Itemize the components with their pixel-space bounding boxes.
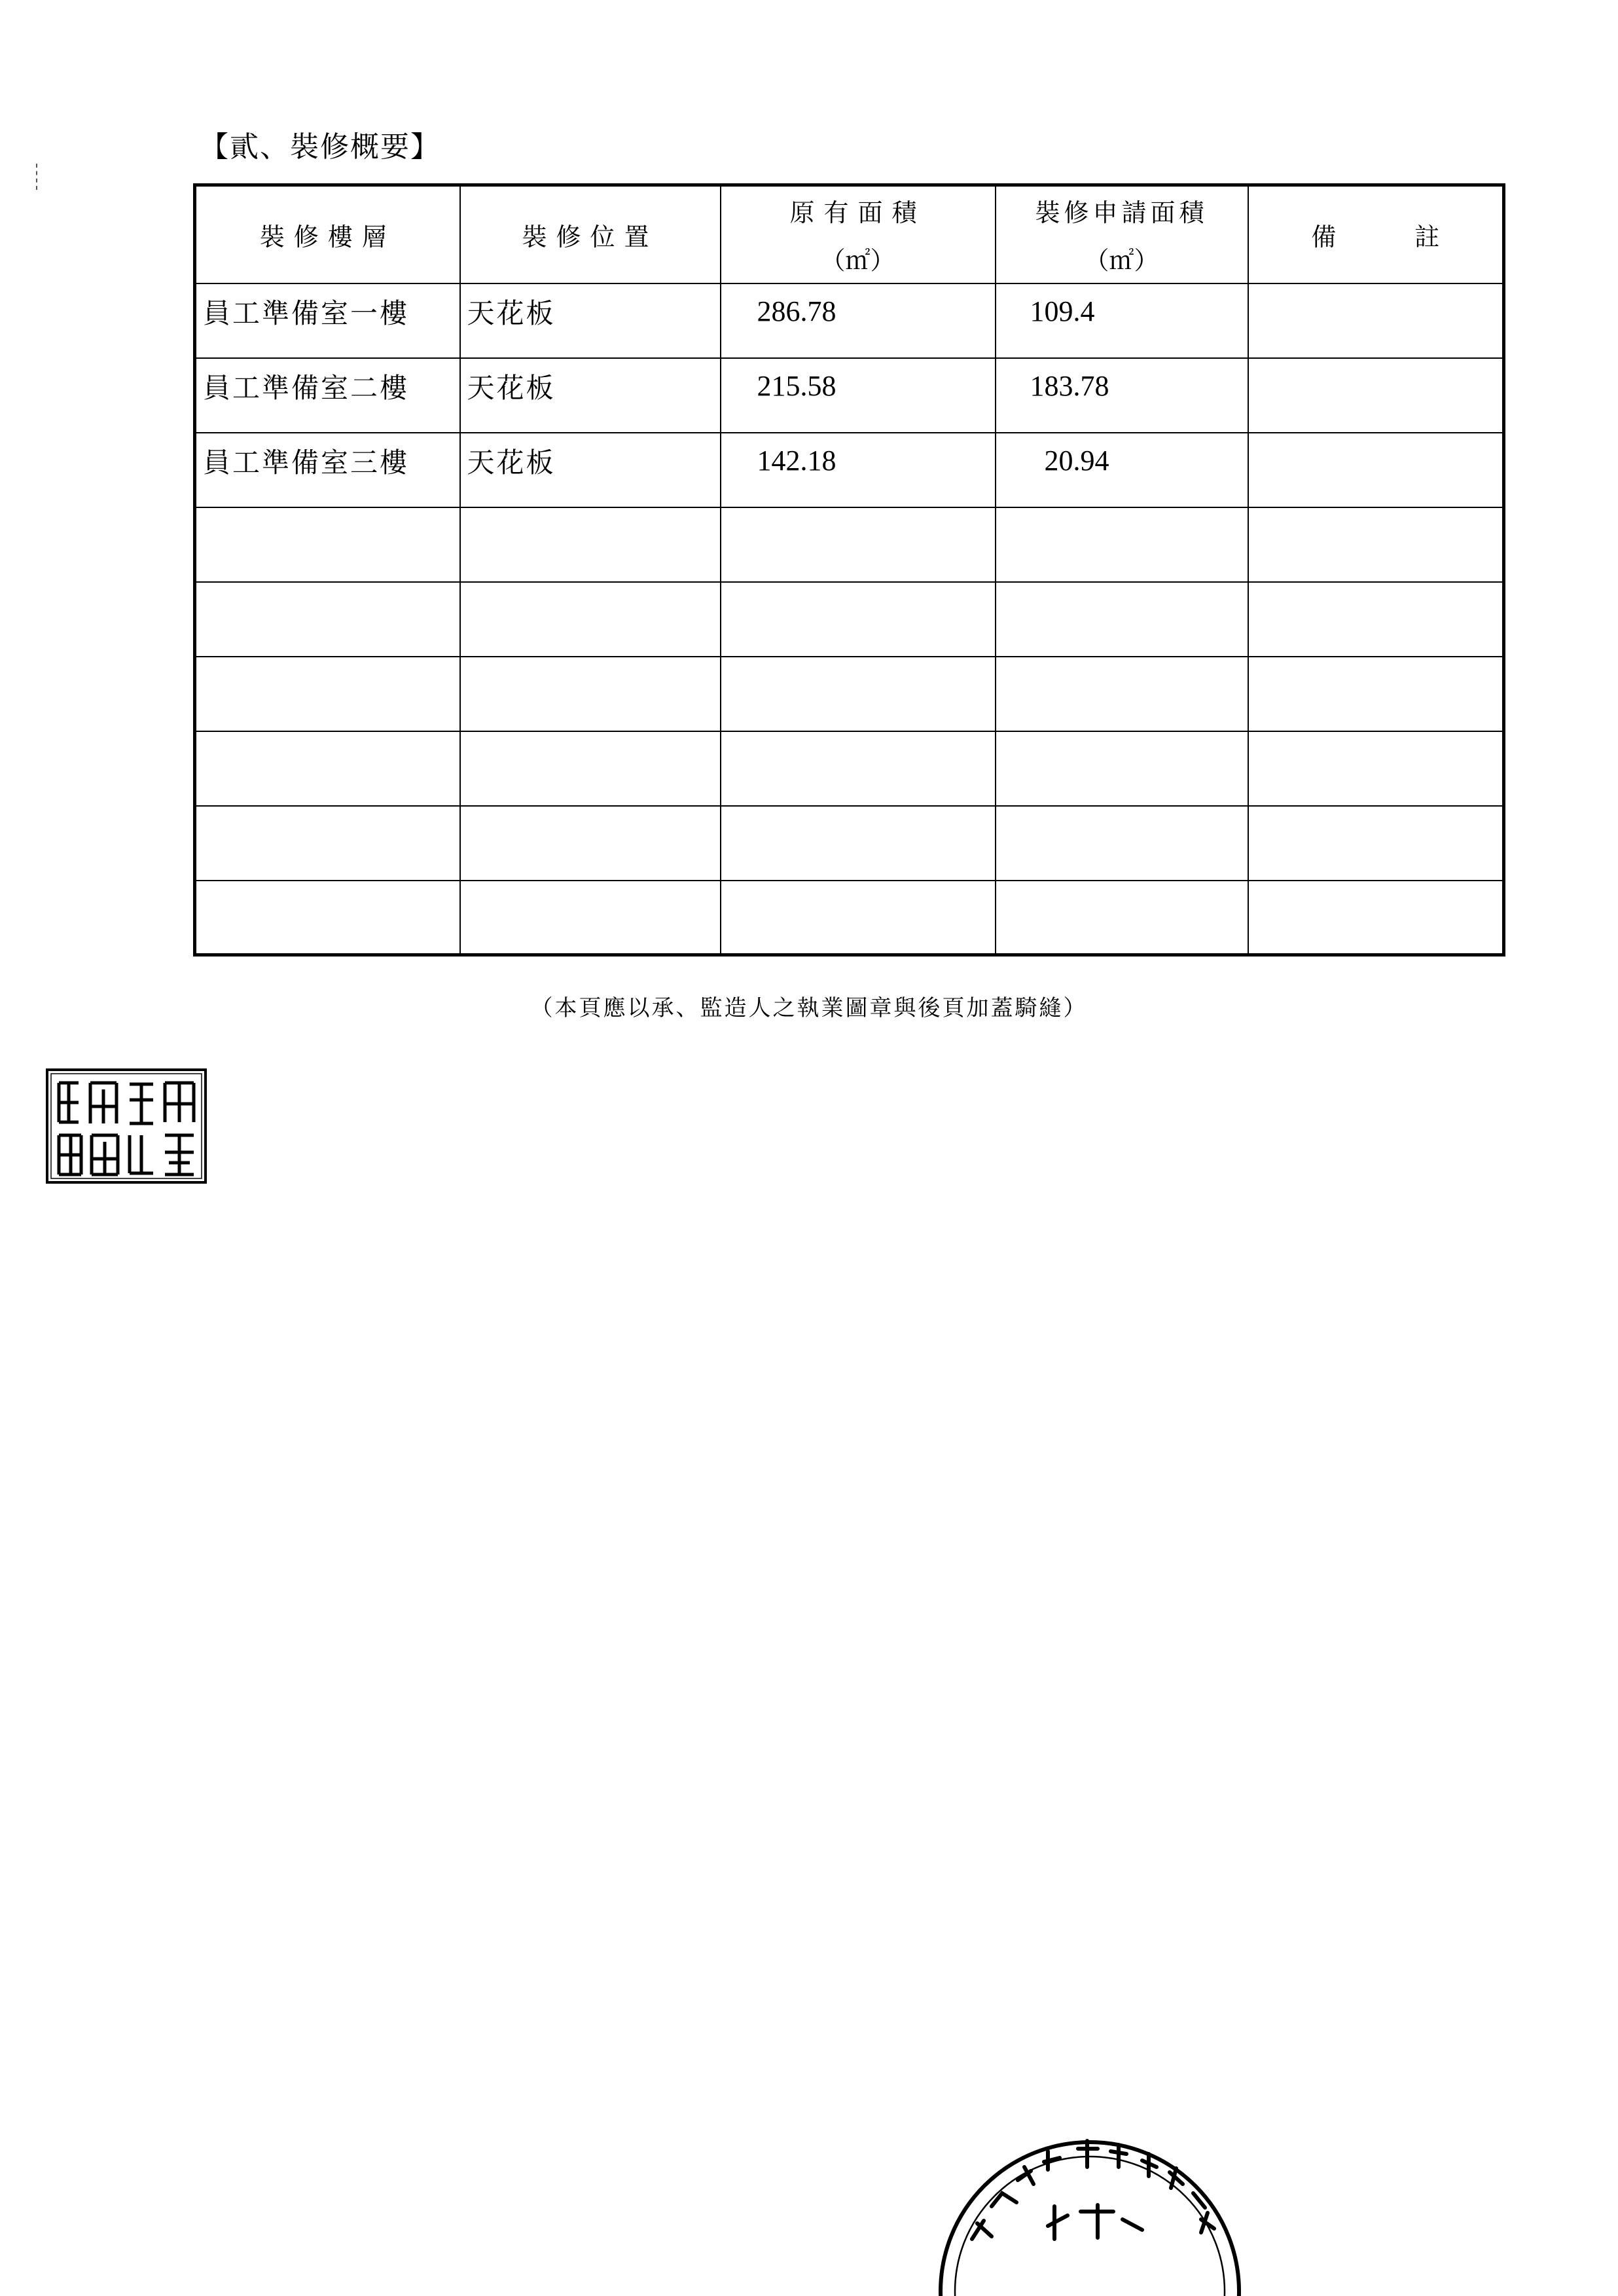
- original-area-value: 142.18: [757, 445, 836, 477]
- cell-position: [460, 358, 721, 433]
- table-row: [195, 283, 1504, 358]
- renovation-summary-table: [193, 183, 1505, 957]
- empty-cell: [195, 881, 460, 955]
- position-text: 天花板: [467, 446, 556, 479]
- header-original-area-label: 原有面積: [789, 198, 926, 228]
- cell-remarks: [1248, 283, 1504, 358]
- position-text: 天花板: [467, 371, 556, 404]
- empty-cell: [1248, 657, 1504, 731]
- empty-cell: [996, 507, 1248, 582]
- cell-remarks: [1248, 433, 1504, 507]
- architect-seal-stamp: [45, 1067, 208, 1185]
- section-title: 【貳、裝修概要】: [200, 130, 440, 164]
- cell-requested-area: [996, 283, 1248, 358]
- header-position: [460, 185, 721, 283]
- header-remarks-left: 備: [1311, 222, 1337, 251]
- cell-floor: [195, 433, 460, 507]
- cell-floor: [195, 283, 460, 358]
- floor-text: 員工準備室三樓: [203, 446, 410, 479]
- requested-area-value: 183.78: [1030, 370, 1109, 402]
- cell-floor: [195, 358, 460, 433]
- empty-cell: [721, 806, 996, 881]
- margin-mark: [36, 164, 39, 190]
- original-area-value: 215.58: [757, 370, 836, 402]
- header-floor-label: 裝修樓層: [259, 222, 396, 251]
- empty-cell: [195, 657, 460, 731]
- empty-cell: [996, 657, 1248, 731]
- empty-cell: [1248, 507, 1504, 582]
- header-remarks: [1248, 185, 1504, 283]
- empty-cell: [1248, 881, 1504, 955]
- cell-requested-area: [996, 433, 1248, 507]
- table-row: [195, 358, 1504, 433]
- empty-cell: [195, 731, 460, 806]
- empty-cell: [721, 657, 996, 731]
- table-row-empty: [195, 731, 1504, 806]
- header-original-area-unit: （㎡）: [820, 246, 895, 276]
- empty-cell: [460, 881, 721, 955]
- empty-cell: [996, 806, 1248, 881]
- header-original-area: [721, 185, 996, 283]
- table-header-row: [195, 185, 1504, 283]
- table-row-empty: [195, 507, 1504, 582]
- empty-cell: [996, 582, 1248, 657]
- empty-cell: [460, 507, 721, 582]
- footnote: （本頁應以承、監造人之執業圖章與後頁加蓋騎縫）: [530, 995, 1088, 1021]
- cell-original-area: [721, 433, 996, 507]
- empty-cell: [721, 507, 996, 582]
- table-row-empty: [195, 582, 1504, 657]
- cell-original-area: [721, 358, 996, 433]
- empty-cell: [721, 881, 996, 955]
- empty-cell: [1248, 731, 1504, 806]
- cell-remarks: [1248, 358, 1504, 433]
- header-remarks-right: 註: [1414, 222, 1440, 251]
- table-row: [195, 433, 1504, 507]
- table-row-empty: [195, 657, 1504, 731]
- empty-cell: [996, 881, 1248, 955]
- empty-cell: [195, 507, 460, 582]
- header-requested-area-label: 裝修申請面積: [1035, 198, 1208, 228]
- floor-text: 員工準備室二樓: [203, 371, 410, 404]
- empty-cell: [996, 731, 1248, 806]
- floor-text: 員工準備室一樓: [203, 297, 410, 329]
- empty-cell: [460, 582, 721, 657]
- original-area-value: 286.78: [757, 295, 836, 327]
- header-floor: [195, 185, 460, 283]
- requested-area-value: 20.94: [1044, 445, 1109, 477]
- header-position-label: 裝修位置: [522, 222, 658, 251]
- cell-original-area: [721, 283, 996, 358]
- position-text: 天花板: [467, 297, 556, 329]
- cell-position: [460, 283, 721, 358]
- cell-requested-area: [996, 358, 1248, 433]
- requested-area-value: 109.4: [1030, 295, 1095, 327]
- empty-cell: [460, 657, 721, 731]
- empty-cell: [1248, 582, 1504, 657]
- association-seal-stamp: [926, 2088, 1253, 2296]
- empty-cell: [721, 731, 996, 806]
- header-requested-area-unit: （㎡）: [1084, 246, 1159, 276]
- empty-cell: [1248, 806, 1504, 881]
- table-row-empty: [195, 806, 1504, 881]
- header-remarks-label: [1249, 217, 1503, 253]
- empty-cell: [195, 582, 460, 657]
- empty-cell: [721, 582, 996, 657]
- table-row-empty: [195, 881, 1504, 955]
- empty-cell: [460, 731, 721, 806]
- cell-position: [460, 433, 721, 507]
- header-requested-area: [996, 185, 1248, 283]
- empty-cell: [195, 806, 460, 881]
- empty-cell: [460, 806, 721, 881]
